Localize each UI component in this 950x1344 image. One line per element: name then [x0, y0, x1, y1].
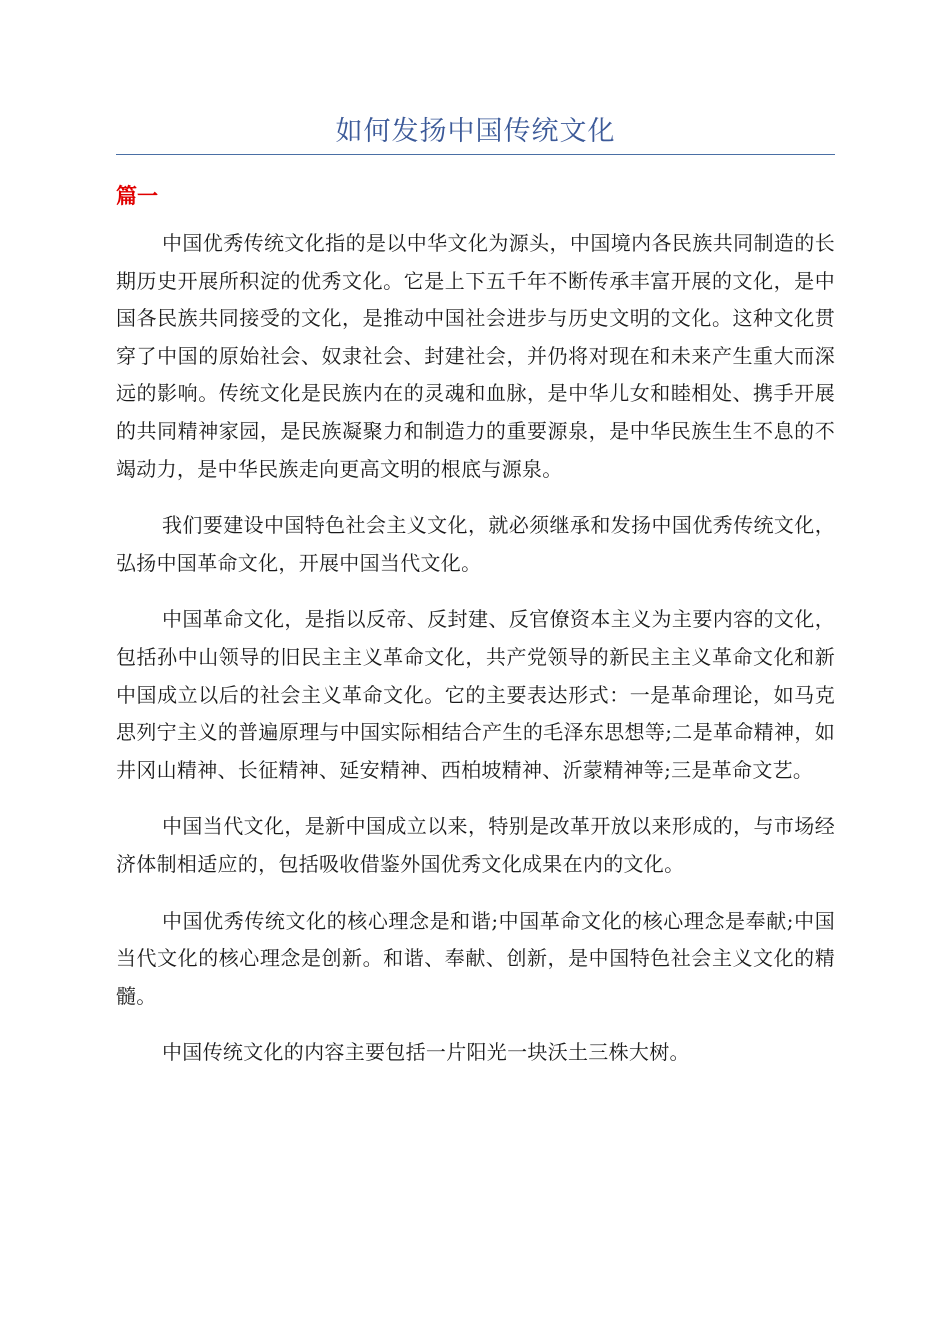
title-underline [116, 154, 835, 155]
document-title: 如何发扬中国传统文化 [335, 116, 616, 147]
paragraph: 中国传统文化的内容主要包括一片阳光一块沃土三株大树。 [162, 1040, 690, 1065]
paragraph: 中国优秀传统文化指的是以中华文化为源头，中国境内各民族共同制造的长期历史开展所积淀的优秀文化。它是上下五千年不断传承丰富开展的文化，是中国各民族共同接受的文化，是推动中国社会进步与历史文明的文化。这种文化贯穿了中国的原始社会、奴隶社会、封建社会，并仍将对现在和未来产生重大而深远的影响。传统文化是民族内在的灵魂和血脉，是中华儿女和睦相处、携手开展的共同精神家园，是民族凝聚力和制造力的重要源泉，是中华民族生生不息的不竭动力，是中华民族走向更高文明的根底与源泉。 [116, 231, 835, 481]
paragraph: 我们要建设中国特色社会主义文化，就必须继承和发扬中国优秀传统文化，弘扬中国革命文化，开展中国当代文化。 [116, 513, 835, 575]
paragraph: 中国革命文化，是指以反帝、反封建、反官僚资本主义为主要内容的文化，包括孙中山领导的旧民主主义革命文化，共产党领导的新民主主义革命文化和新中国成立以后的社会主义革命文化。它的主要表达形式：一是革命理论，如马克思列宁主义的普遍原理与中国实际相结合产生的毛泽东思想等;二是革命精神，如井冈山精神、长征精神、延安精神、西柏坡精神、沂蒙精神等;三是革命文艺。 [116, 607, 835, 782]
paragraph: 中国当代文化，是新中国成立以来，特别是改革开放以来形成的，与市场经济体制相适应的，包括吸收借鉴外国优秀文化成果在内的文化。 [116, 814, 835, 876]
body-text [116, 225, 835, 1091]
document-page [116, 0, 835, 1344]
section-heading: 篇一 [116, 184, 158, 208]
paragraph: 中国优秀传统文化的核心理念是和谐;中国革命文化的核心理念是奉献;中国当代文化的核心理念是创新。和谐、奉献、创新，是中国特色社会主义文化的精髓。 [116, 908, 835, 1008]
